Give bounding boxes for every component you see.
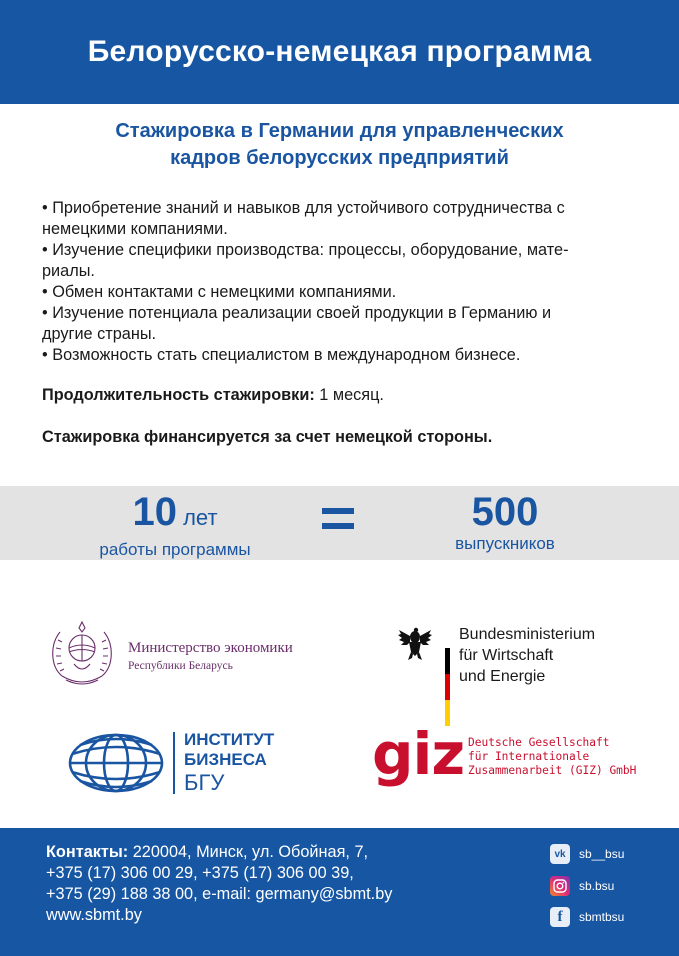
institute-divider [173, 732, 175, 794]
stat-years-caption: работы программы [99, 540, 251, 559]
vk-handle: sb__bsu [579, 847, 625, 861]
giz-line: Deutsche Gesellschaft [468, 736, 610, 749]
website-link[interactable]: www.sbmt.by [46, 906, 142, 924]
benefits-list [42, 198, 642, 366]
stat-years-unit: лет [176, 505, 218, 530]
ministry-name: Министерство экономики [128, 640, 293, 656]
stats-band [0, 486, 679, 560]
stat-graduates-caption: выпускников [455, 534, 555, 553]
subtitle-line-1: Стажировка в Германии для управленческих [115, 120, 564, 142]
contacts-address: 220004, Минск, ул. Обойная, 7, [128, 843, 369, 861]
list-item [42, 198, 642, 240]
giz-line: für Internationale [468, 750, 590, 763]
bmwi-line: und Energie [459, 668, 546, 685]
bmwi-logo [395, 622, 625, 726]
bmwi-name [459, 624, 595, 687]
ministry-country: Республики Беларусь [128, 660, 233, 672]
stat-years-number: 10 [132, 490, 177, 534]
institute-logo [66, 730, 306, 800]
institute-line: БГУ [184, 770, 225, 795]
vk-icon: vk [550, 844, 570, 864]
funding-text: Стажировка финансируется за счет немецкой стороны. [42, 428, 493, 446]
ministry-logo [44, 618, 344, 698]
list-item [42, 345, 642, 366]
institute-name [184, 730, 274, 796]
stat-graduates [400, 490, 610, 554]
list-item [42, 240, 642, 282]
instagram-handle: sb.bsu [579, 879, 615, 893]
vk-link[interactable] [550, 844, 660, 864]
header-banner [0, 0, 679, 104]
list-item-line: риалы. [42, 262, 95, 280]
contacts-block [46, 842, 392, 926]
german-flag-bar [445, 648, 450, 726]
list-item-line: немецкими компаниями. [42, 220, 228, 238]
list-item [42, 282, 642, 303]
list-item-line: другие страны. [42, 325, 157, 343]
stat-graduates-number: 500 [471, 490, 539, 534]
list-item-line: • Изучение специфики производства: процессы, оборудование, мате- [42, 241, 569, 259]
giz-line: Zusammenarbeit (GIZ) GmbH [468, 764, 637, 777]
stat-years [70, 490, 280, 560]
contacts-phone-email[interactable]: +375 (29) 188 38 00, e-mail: germany@sbmt.by [46, 885, 393, 903]
facebook-icon: f [550, 907, 570, 927]
contacts-label: Контакты: [46, 843, 129, 861]
giz-logo [372, 720, 642, 794]
footer [0, 828, 679, 956]
list-item-line: • Обмен контактами с немецкими компаниями. [42, 283, 397, 301]
list-item [42, 303, 642, 345]
duration-text [42, 386, 384, 405]
contacts-phones: +375 (17) 306 00 29, +375 (17) 306 00 39, [46, 864, 354, 882]
list-item-line: • Возможность стать специалистом в международном бизнесе. [42, 346, 521, 364]
bmwi-line: Bundesministerium [459, 626, 596, 643]
institute-line: ИНСТИТУТ [184, 730, 275, 749]
instagram-link[interactable] [550, 876, 660, 896]
equals-icon [322, 508, 354, 538]
subtitle-line-2: кадров белорусских предприятий [170, 147, 509, 169]
page-title: Белорусско-немецкая программа [87, 35, 592, 68]
list-item-line: • Приобретение знаний и навыков для устойчивого сотрудничества с [42, 199, 565, 217]
globe-icon [66, 730, 168, 796]
duration-value: 1 месяц. [314, 386, 384, 404]
institute-line: БИЗНЕСА [184, 750, 267, 769]
giz-wordmark: giz [372, 720, 465, 788]
facebook-handle: sbmtbsu [579, 910, 625, 924]
german-eagle-icon [397, 624, 433, 664]
instagram-icon [550, 876, 570, 896]
facebook-link[interactable] [550, 907, 660, 927]
list-item-line: • Изучение потенциала реализации своей продукции в Германию и [42, 304, 552, 322]
subtitle [0, 118, 679, 172]
duration-label: Продолжительность стажировки: [42, 386, 315, 404]
bmwi-line: für Wirtschaft [459, 647, 554, 664]
giz-name [468, 736, 636, 778]
belarus-emblem-icon [44, 618, 120, 694]
